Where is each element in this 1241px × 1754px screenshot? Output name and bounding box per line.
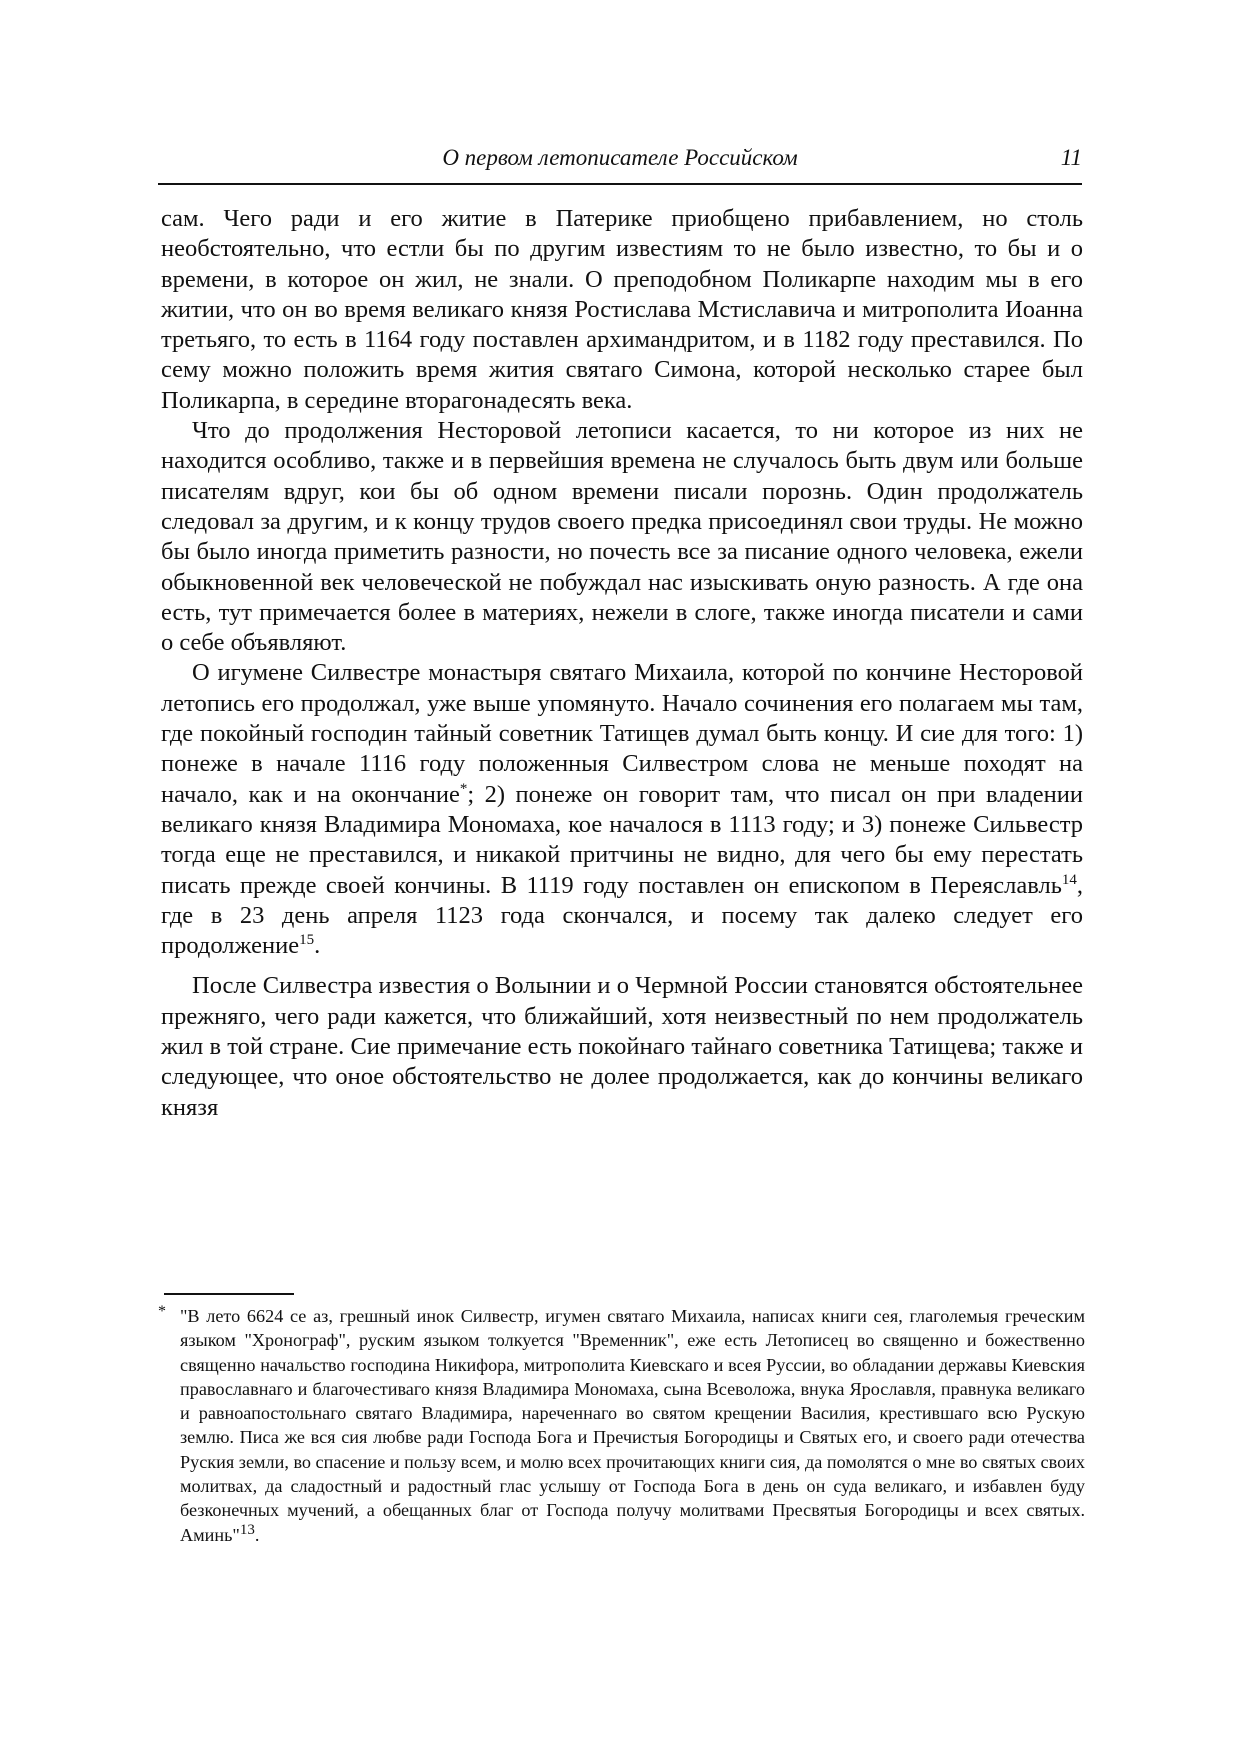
- endnote-reference: 13: [239, 1521, 255, 1538]
- page-number: 11: [1060, 145, 1082, 170]
- footnote-text: "В лето 6624 се аз, грешный инок Силвестр, игумен святаго Михаила, написах книги сея, глаголемыя греческим языком "Хронограф", руским языком толкуется "Временник", еже есть Летописец во священно и божественно священно начальство господина Никифора, митрополита Киевскаго и всея Руссии, во обладании державы Киевския православнаго и благочестиваго князя Владимира Мономаха, сына Всеволожа, внука Ярославля, правнука великаго и равноапостольнаго святаго Владимира, нареченнаго во святом крещении Василия, крестившаго всю Рускую землю. Писа же вся сия любве ради Господа Бога и Пречистыя Богородицы и Святых его, и своего ради отечества Руския земли, во спасение и пользу всем, и молю всех прочитающих книги сия, да помолятся о мне во святых своих молитвах, да сладостный и радостный глас услышу от Господа Бога в день он суда великаго, и избавлен буду безконечных мучений, а обещанных благ от Господа получу молитвами Пресвятыя Богородицы и всех святых. Аминь": [180, 1306, 1085, 1545]
- running-title: О первом летописателе Российском: [442, 145, 798, 170]
- header-divider: [158, 183, 1082, 185]
- endnote-reference: 14: [1061, 871, 1077, 888]
- footnote: [158, 1303, 1085, 1547]
- footnote-divider: [164, 1293, 294, 1295]
- paragraph-text: ; 2) понеже он говорит там, что писал он при владении великаго князя Владимира Мономаха, кое началося в 1113 году; и 3) понеже Сильвестр тогда еще не преставился, и никакой притчины не видно, для чего бы ему перестать писать прежде своей кончины. В 1119 году поставлен он епископом в Переяславль: [161, 780, 1083, 899]
- running-header: [158, 140, 1082, 176]
- paragraph: Что до продолжения Несторовой летописи касается, то ни которое из них не находится особливо, также и в первейшия времена не случалось быть двум или больше писателям вдруг, кои бы об одном времени писали порознь. Один продолжатель следовал за другим, и к концу трудов своего предка присоединял свои труды. Не можно бы было иногда приметить разности, но почесть все за писание одного человека, ежели обыкновенной век человеческой не побуждал нас изыскивать оную разность. А где она есть, тут примечается более в материях, нежели в слоге, также иногда писатели и сами о себе объявляют.: [161, 417, 1083, 657]
- paragraph: После Силвестра известия о Волынии и о Чермной России становятся обстоятельнее прежняго, чего ради кажется, что ближайший, хотя неизвестный по нем продолжатель жил в той стране. Сие примечание есть покойнаго тайнаго советника Татищева; также и следующее, что оное обстоятельство не долее продолжается, как до кончины великаго князя: [161, 972, 1083, 1121]
- footnote-paragraph: [180, 1304, 1085, 1547]
- footnote-end: .: [254, 1524, 260, 1545]
- footnote-reference: *: [459, 780, 468, 797]
- endnote-reference: 15: [299, 931, 315, 948]
- footnote-marker: *: [158, 1303, 166, 1320]
- paragraph-text: , где в 23 день апреля 1123 года скончался, и посему так далеко следует его продолжение: [161, 871, 1083, 960]
- paragraph-text: О игумене Силвестре монастыря святаго Михаила, которой по кончине Несторовой летопись его продолжал, уже выше упомянуто. Начало сочинения его полагаем мы там, где покойный господин тайный советник Татищев думал быть концу. И сие для того: 1) понеже в начале 1116 году положенныя Силвестром слова не меньше походят на начало, как и на окончание: [161, 659, 1083, 808]
- main-text: [161, 204, 1083, 1123]
- paragraph-text: .: [314, 932, 321, 960]
- paragraph: сам. Чего ради и его житие в Патерике приобщено прибавлением, но столь необстоятельно, что естли бы по другим известиям то не было известно, то бы и о времени, в которое он жил, не знали. О преподобном Поликарпе находим мы в его житии, что он во время великаго князя Ростислава Мстиславича и митрополита Иоанна третьяго, то есть в 1164 году поставлен архимандритом, и в 1182 году преставился. По сему можно положить время жития святаго Симона, которой несколько старее был Поликарпа, в середине вторагонадесять века.: [161, 205, 1083, 414]
- paragraph: [161, 658, 1083, 961]
